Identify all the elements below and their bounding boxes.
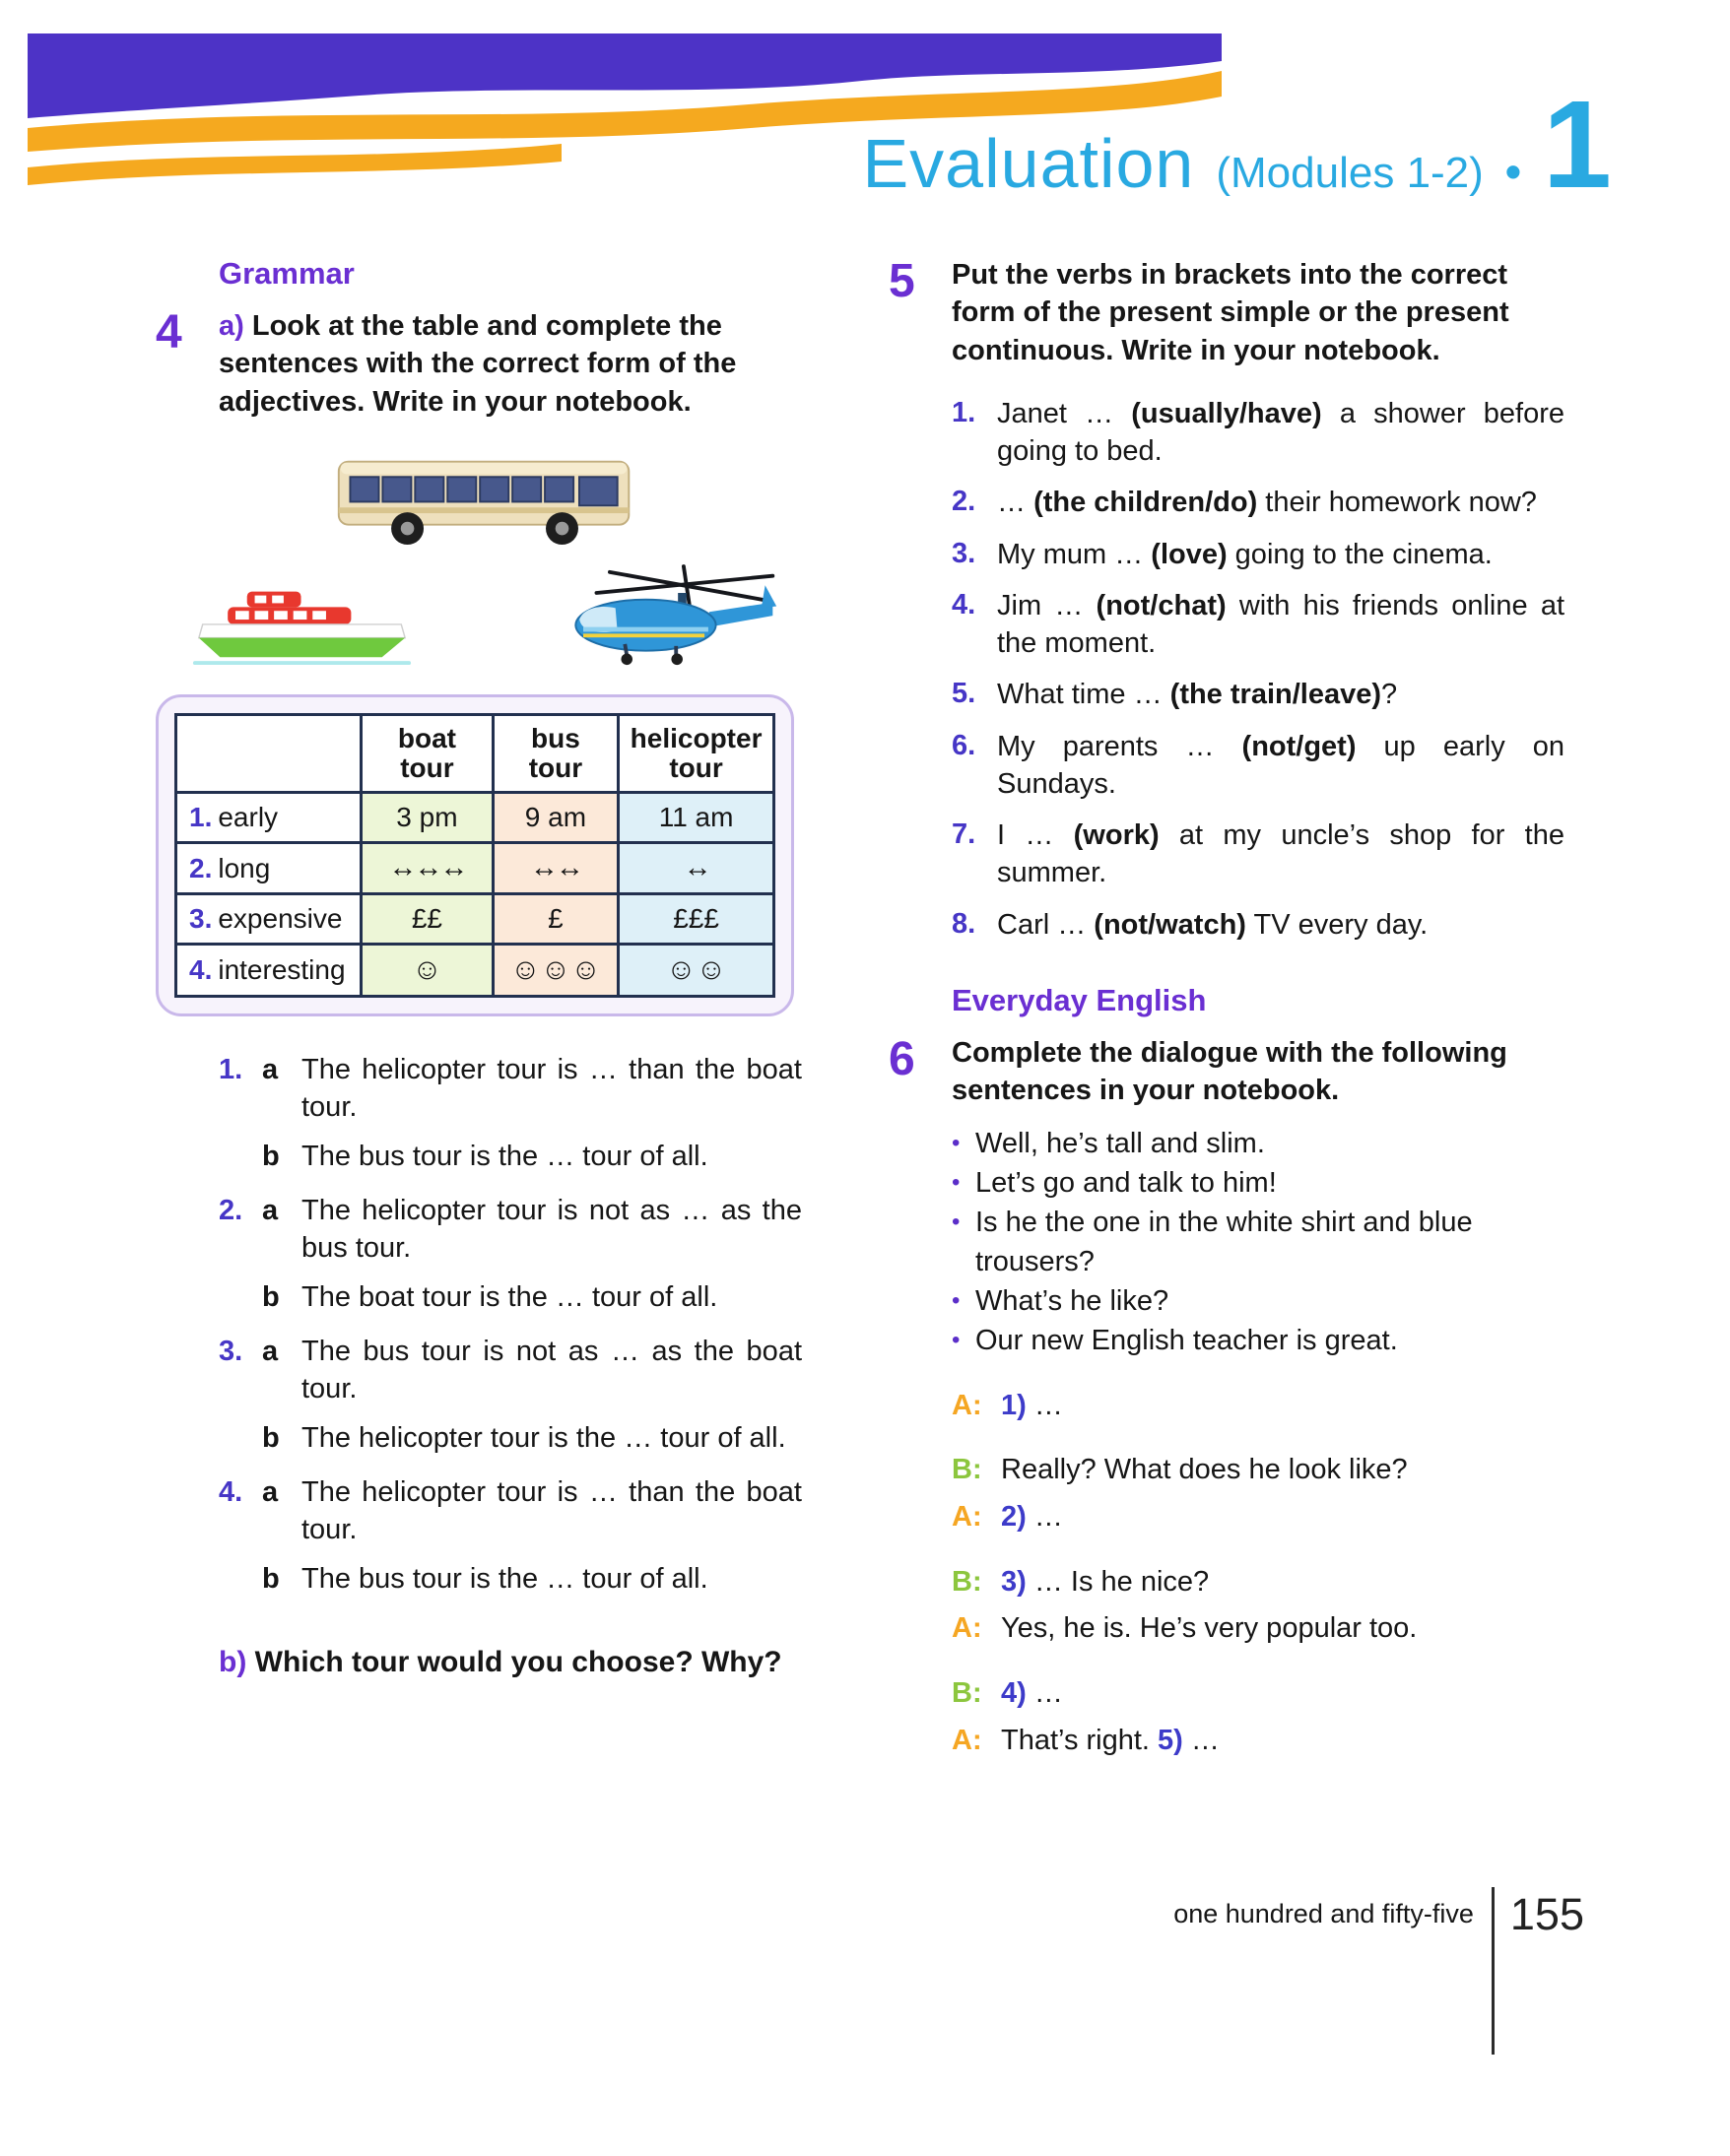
item-number: 4.	[952, 588, 976, 621]
tour-table-card	[156, 694, 794, 1016]
question-text: The helicopter tour is not as … as the bus tour.	[301, 1195, 802, 1265]
module-number: 1	[1542, 75, 1612, 214]
cell-interesting-boat: ☺	[362, 945, 494, 997]
option-text: Let’s go and talk to him!	[975, 1166, 1277, 1199]
question-text: The helicopter tour is … than the boat tour.	[301, 1054, 802, 1123]
row-label: long	[218, 852, 271, 883]
dialogue-line: B: 3) … Is he nice?	[952, 1564, 1564, 1601]
part-a-label: a)	[219, 310, 244, 342]
letter-b: b	[262, 1280, 280, 1313]
item-number: 6.	[952, 729, 976, 761]
verb-item	[952, 536, 1564, 573]
exercise-6-instruction: Complete the dialogue with the following sentences in your notebook.	[952, 1036, 1507, 1107]
page-title-row	[862, 75, 1612, 214]
cell-interesting-heli: ☺☺	[619, 945, 774, 997]
verb-hint: (love)	[1151, 538, 1228, 570]
bullet-icon: •	[952, 1129, 961, 1156]
header-boat-tour: boat tour	[362, 714, 494, 792]
left-column	[156, 256, 832, 1769]
table-header-row	[176, 714, 774, 792]
bullet-icon: •	[952, 1208, 961, 1235]
bullet-icon: •	[952, 1326, 961, 1353]
part-a-text: Look at the table and complete the sentences with the correct form of the adjectives. Write in your notebook.	[219, 310, 737, 418]
option-text: Our new English teacher is great.	[975, 1324, 1398, 1356]
letter-a: a	[262, 1054, 279, 1086]
verb-hint: (the train/leave)	[1169, 679, 1381, 711]
question-text: The bus tour is the … tour of all.	[301, 1140, 708, 1172]
verb-hint: (not/watch)	[1094, 908, 1246, 941]
verb-hint: (not/chat)	[1096, 589, 1227, 621]
item-text: My parents … (not/get) up early on Sundays.	[997, 730, 1565, 800]
question-number: 1.	[219, 1054, 243, 1086]
question-item	[219, 1334, 802, 1469]
letter-a: a	[262, 1336, 279, 1368]
cell-expensive-boat: ££	[362, 894, 494, 945]
question-item	[219, 1474, 802, 1609]
vehicle-illustrations	[185, 448, 786, 671]
page-header	[0, 0, 1730, 229]
cell-early-bus: 9 am	[493, 793, 618, 843]
letter-a: a	[262, 1476, 279, 1509]
dialogue-line: A: Yes, he is. He’s very popular too.	[952, 1610, 1564, 1648]
speaker-a: A:	[952, 1724, 982, 1756]
page-number-words: one hundred and fifty-five	[1173, 1899, 1474, 1928]
question-number: 2.	[219, 1195, 243, 1227]
cell-expensive-heli: £££	[619, 894, 774, 945]
exercise-6	[889, 1034, 1564, 1110]
cell-long-heli: ↔	[619, 843, 774, 894]
gap-number: 2)	[1001, 1500, 1027, 1533]
page-number: 155	[1509, 1889, 1584, 1939]
row-number: 2.	[189, 852, 213, 883]
helicopter-illustration	[534, 564, 780, 671]
item-text: My mum … (love) going to the cinema.	[997, 538, 1493, 570]
option-text: What’s he like?	[975, 1284, 1169, 1317]
page-subtitle: (Modules 1-2)	[1216, 149, 1484, 197]
grammar-heading: Grammar	[219, 256, 355, 291]
table-row	[176, 945, 774, 997]
verb-hint: (work)	[1073, 819, 1160, 852]
exercise-4	[156, 307, 832, 421]
question-text: The bus tour is not as … as the boat tour.	[301, 1336, 802, 1405]
speaker-b: B:	[952, 1677, 982, 1710]
question-text: The boat tour is the … tour of all.	[301, 1280, 718, 1313]
everyday-english-heading: Everyday English	[952, 982, 1207, 1017]
everyday-english-section	[889, 983, 1564, 1759]
letter-b: b	[262, 1140, 280, 1172]
part-b-label: b)	[219, 1645, 247, 1678]
speaker-a: A:	[952, 1389, 982, 1421]
cell-long-bus: ↔↔	[493, 843, 618, 894]
item-number: 3.	[952, 537, 976, 569]
verb-item	[952, 484, 1564, 521]
question-number: 4.	[219, 1476, 243, 1509]
table-row	[176, 843, 774, 894]
item-number: 7.	[952, 818, 976, 851]
option-text: Well, he’s tall and slim.	[975, 1127, 1265, 1159]
dialogue-line: B: 4) …	[952, 1675, 1564, 1713]
exercise-4b-prompt	[219, 1646, 832, 1679]
letter-b: b	[262, 1421, 280, 1454]
header-bus-tour: bus tour	[493, 714, 618, 792]
option-text: Is he the one in the white shirt and blue trousers?	[975, 1206, 1473, 1277]
table-row	[176, 894, 774, 945]
verb-hint: (usually/have)	[1131, 397, 1322, 429]
bullet-icon: •	[952, 1286, 961, 1314]
verb-item	[952, 587, 1564, 663]
item-text: Janet … (usually/have) a shower before going to bed.	[997, 397, 1564, 468]
option-item	[952, 1124, 1539, 1163]
question-text: The bus tour is the … tour of all.	[301, 1562, 708, 1595]
exercise-6-number: 6	[889, 1032, 915, 1085]
dialogue-line: A: 2) …	[952, 1499, 1564, 1536]
letter-a: a	[262, 1195, 279, 1227]
header-empty	[176, 714, 362, 792]
dialogue	[952, 1388, 1564, 1760]
bullet-icon: •	[952, 1168, 961, 1196]
option-item	[952, 1203, 1539, 1281]
footer-divider	[1492, 1887, 1495, 2055]
question-item	[219, 1193, 802, 1328]
exercise-5-number: 5	[889, 255, 915, 307]
letter-b: b	[262, 1562, 280, 1595]
row-label: expensive	[218, 903, 343, 935]
gap-number: 3)	[1001, 1565, 1027, 1598]
verb-hint: (the children/do)	[1033, 487, 1258, 519]
exercise-5-items	[952, 395, 1564, 944]
verb-item	[952, 906, 1564, 944]
title-bullet: •	[1504, 146, 1521, 197]
page-content	[0, 229, 1730, 1769]
bus-illustration	[333, 448, 638, 552]
verb-item	[952, 676, 1564, 713]
item-text: … (the children/do) their homework now?	[997, 487, 1537, 519]
item-text: Carl … (not/watch) TV every day.	[997, 908, 1429, 941]
tour-comparison-table	[174, 713, 775, 998]
verb-hint: (not/get)	[1241, 730, 1357, 762]
option-item	[952, 1321, 1539, 1360]
question-number: 3.	[219, 1336, 243, 1368]
exercise-4-questions	[219, 1052, 802, 1609]
row-label: interesting	[218, 954, 346, 986]
speaker-a: A:	[952, 1500, 982, 1533]
exercise-5-instruction: Put the verbs in brackets into the correct form of the present simple or the present continuous. Write in your notebook.	[952, 259, 1509, 366]
verb-item	[952, 728, 1564, 804]
item-text: Jim … (not/chat) with his friends online at the moment.	[997, 589, 1564, 660]
item-number: 2.	[952, 486, 976, 518]
exercise-4a-instruction	[219, 307, 832, 421]
sentence-options	[952, 1124, 1539, 1360]
right-column	[889, 256, 1564, 1769]
verb-item	[952, 395, 1564, 471]
item-number: 1.	[952, 396, 976, 428]
row-number: 3.	[189, 903, 213, 935]
row-label: early	[218, 802, 279, 833]
option-item	[952, 1163, 1539, 1203]
row-number: 4.	[189, 954, 213, 986]
speaker-b: B:	[952, 1454, 982, 1486]
part-b-text: Which tour would you choose? Why?	[254, 1645, 782, 1678]
item-text: What time … (the train/leave)?	[997, 679, 1398, 711]
page-footer	[1173, 1887, 1584, 2055]
item-number: 8.	[952, 907, 976, 940]
option-item	[952, 1281, 1539, 1321]
exercise-5	[889, 256, 1564, 369]
dialogue-line: A: 1) …	[952, 1388, 1564, 1425]
verb-item	[952, 817, 1564, 892]
dialogue-line: B: Really? What does he look like?	[952, 1452, 1564, 1489]
cell-long-boat: ↔↔↔	[362, 843, 494, 894]
cell-early-boat: 3 pm	[362, 793, 494, 843]
cell-expensive-bus: £	[493, 894, 618, 945]
gap-number: 5)	[1158, 1724, 1183, 1756]
table-row	[176, 793, 774, 843]
gap-number: 4)	[1001, 1677, 1027, 1710]
item-number: 5.	[952, 678, 976, 710]
question-item	[219, 1052, 802, 1187]
row-number: 1.	[189, 802, 213, 833]
item-text: I … (work) at my uncle’s shop for the summer.	[997, 819, 1564, 889]
cell-early-heli: 11 am	[619, 793, 774, 843]
cell-interesting-bus: ☺☺☺	[493, 945, 618, 997]
question-text: The helicopter tour is the … tour of all.	[301, 1421, 786, 1454]
exercise-4-number: 4	[156, 306, 182, 359]
gap-number: 1)	[1001, 1389, 1027, 1421]
header-helicopter-tour: helicopter tour	[619, 714, 774, 792]
question-text: The helicopter tour is … than the boat tour.	[301, 1476, 802, 1546]
speaker-a: A:	[952, 1612, 982, 1645]
speaker-b: B:	[952, 1565, 982, 1598]
dialogue-line: A: That’s right. 5) …	[952, 1723, 1564, 1760]
page-title: Evaluation	[862, 125, 1195, 202]
boat-illustration	[191, 572, 413, 671]
